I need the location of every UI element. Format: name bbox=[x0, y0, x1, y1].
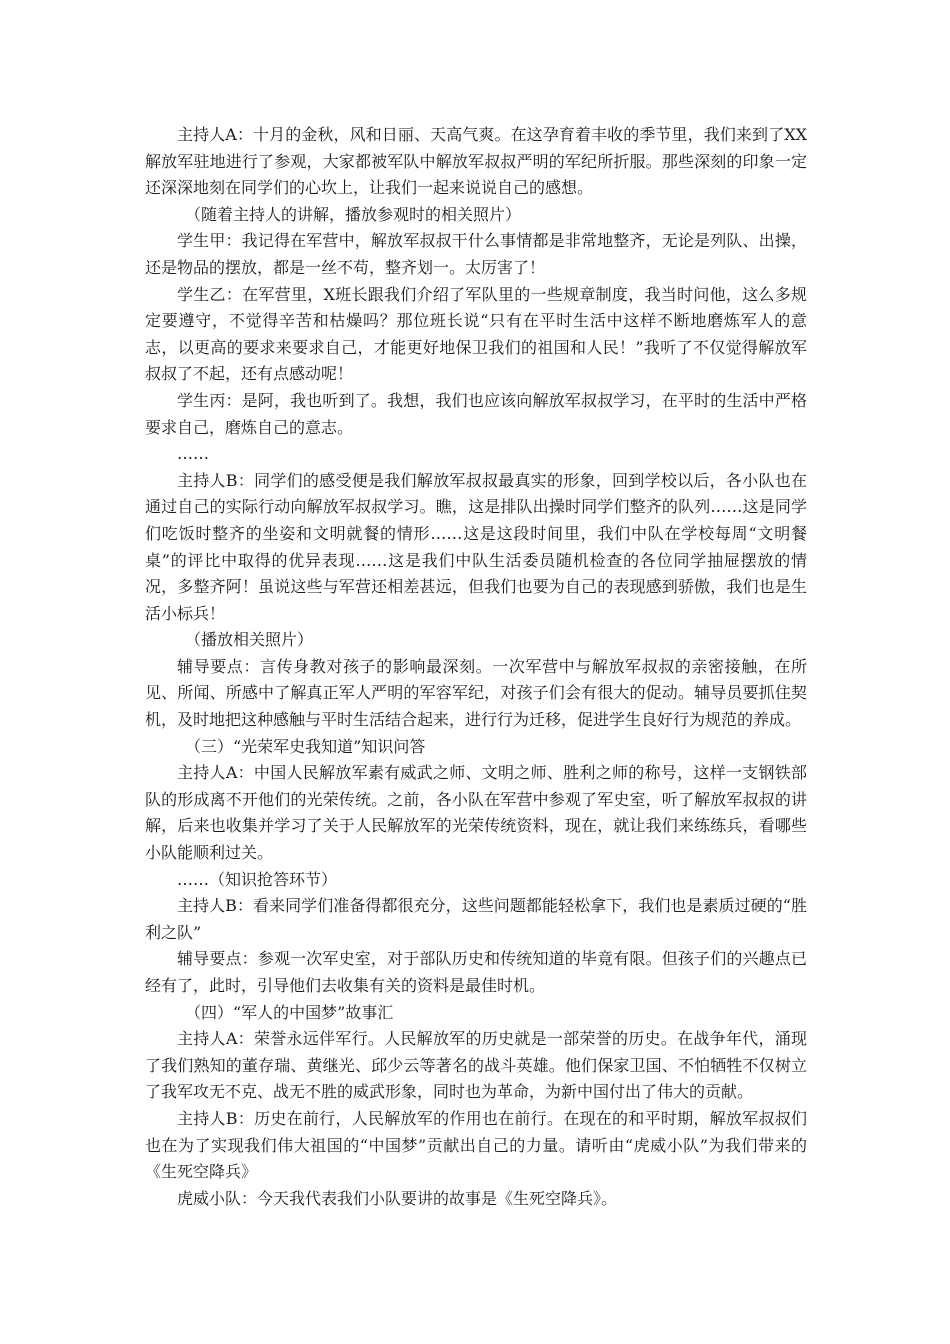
section-note: （三）“光荣军史我知道”知识问答 bbox=[185, 736, 426, 756]
body-paragraph: 学生甲：我记得在军营中，解放军叔叔干什么事情都是非常地整齐，无论是列队、出操，还是物品的摆放，都是一丝不苟，整齐划一。太厉害了！ bbox=[145, 231, 807, 277]
body-paragraph: 主持人A：中国人民解放军素有威武之师、文明之师、胜利之师的称号，这样一支钢铁部队的形成离不开他们的光荣传统。之前，各小队在军营中参观了军史室，听了解放军叔叔的讲解，后来也收集并学习了关于人民解放军的光荣传统资料，现在，就让我们来练练兵，看哪些小队能顺利过关。 bbox=[145, 763, 807, 863]
body-paragraph: …… bbox=[177, 444, 209, 464]
body-paragraph: 学生乙：在军营里，X班长跟我们介绍了军队里的一些规章制度，我当时问他，这么多规定要遵守，不觉得辛苦和枯燥吗？那位班长说“只有在平时生活中这样不断地磨炼军人的意志，以更高的要求来要求自己，才能更好地保卫我们的祖国和人民！”我听了不仅觉得解放军叔叔了不起，还有点感动呢！ bbox=[145, 284, 807, 384]
body-paragraph: 主持人A：十月的金秋，风和日丽、天高气爽。在这孕育着丰收的季节里，我们来到了XX解放军驻地进行了参观，大家都被军队中解放军叔叔严明的军纪所折服。那些深刻的印象一定还深深地刻在同学们的心坎上，让我们一起来说说自己的感想。 bbox=[145, 125, 807, 198]
body-paragraph: 主持人B：看来同学们准备得都很充分，这些问题都能轻松拿下，我们也是素质过硬的“胜利之队” bbox=[145, 896, 807, 942]
section-note: （播放相关照片） bbox=[185, 630, 314, 650]
body-paragraph: 辅导要点：言传身教对孩子的影响最深刻。一次军营中与解放军叔叔的亲密接触，在所见、所闻、所感中了解真正军人严明的军容军纪，对孩子们会有很大的促动。辅导员要抓住契机，及时地把这种感触与平时生活结合起来，进行行为迁移，促进学生良好行为规范的养成。 bbox=[145, 656, 807, 730]
body-paragraph: 主持人B：同学们的感受便是我们解放军叔叔最真实的形象，回到学校以后，各小队也在通过自己的实际行动向解放军叔叔学习。瞧，这是排队出操时同学们整齐的队列……这是同学们吃饭时整齐的坐姿和文明就餐的情形……这是这段时间里，我们中队在学校每周“文明餐桌”的评比中取得的优异表现……这是我们中队生活委员随机检查的各位同学抽屉摆放的情况，多整齐阿！虽说这些与军营还相差甚远，但我们也要为自己的表现感到骄傲，我们也是生活小标兵！ bbox=[145, 470, 807, 623]
body-paragraph: 虎威小队：今天我代表我们小队要讲的故事是《生死空降兵》。 bbox=[177, 1188, 618, 1208]
body-paragraph: 主持人A：荣誉永远伴军行。人民解放军的历史就是一部荣誉的历史。在战争年代，涌现了我们熟知的董存瑞、黄继光、邱少云等著名的战斗英雄。他们保家卫国、不怕牺牲不仅树立了我军攻无不克、战无不胜的威武形象，同时也为革命，为新中国付出了伟大的贡献。 bbox=[145, 1029, 807, 1102]
document-page bbox=[145, 122, 807, 1212]
body-paragraph: ……（知识抢答环节） bbox=[177, 869, 338, 889]
section-note: （四）“军人的中国梦”故事汇 bbox=[185, 1002, 394, 1022]
body-paragraph: 学生丙：是阿，我也听到了。我想，我们也应该向解放军叔叔学习，在平时的生活中严格要求自己，磨炼自己的意志。 bbox=[145, 390, 807, 437]
section-note: （随着主持人的讲解，播放参观时的相关照片） bbox=[185, 204, 522, 224]
body-paragraph: 主持人B：历史在前行，人民解放军的作用也在前行。在现在的和平时期，解放军叔叔们也在为了实现我们伟大祖国的“中国梦”贡献出自己的力量。请听由“虎威小队”为我们带来的《生死空降兵》 bbox=[145, 1108, 807, 1182]
body-paragraph: 辅导要点：参观一次军史室，对于部队历史和传统知道的毕竟有限。但孩子们的兴趣点已经有了，此时，引导他们去收集有关的资料是最佳时机。 bbox=[145, 949, 807, 995]
